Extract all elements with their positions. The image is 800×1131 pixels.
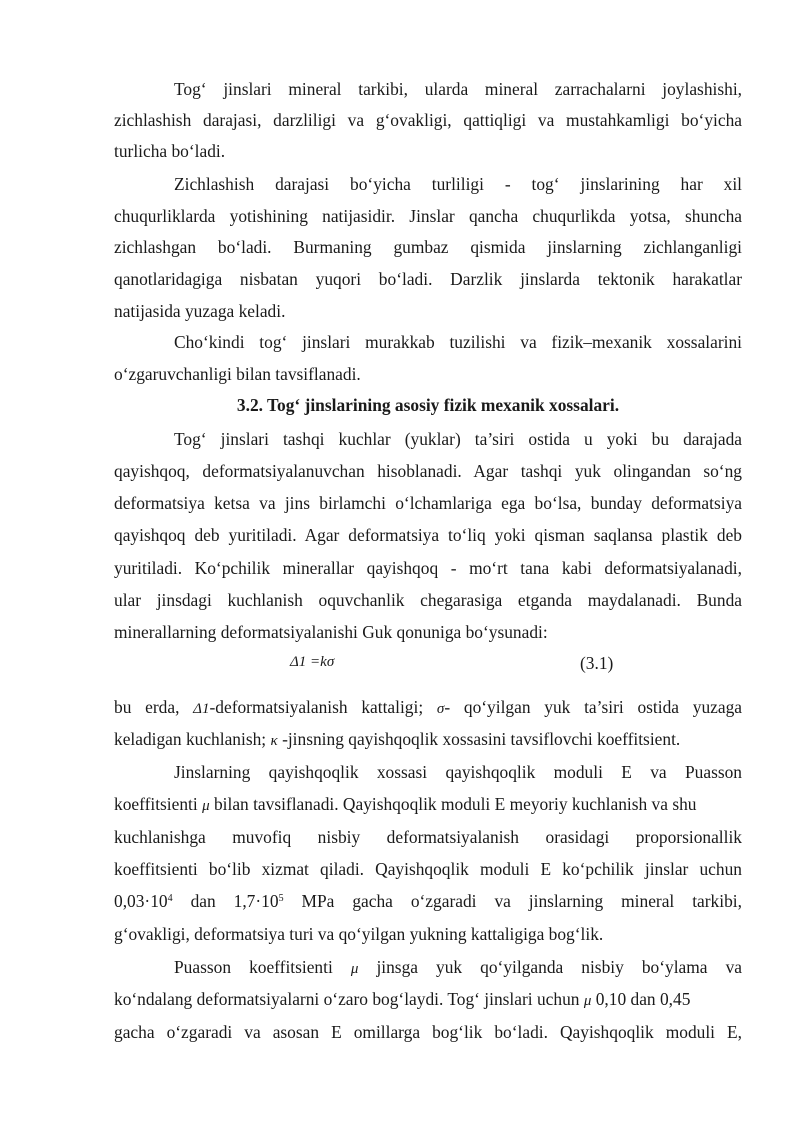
paragraph-line: qanotlaridagiga nisbatan yuqori bo‘ladi. Darzlik jinslarda tektonik harakatlar [114, 269, 742, 289]
paragraph-line: kuchlanishga muvofiq nisbiy deformatsiyalanish orasidagi proporsionallik [114, 827, 742, 847]
paragraph-line: Tog‘ jinslari tashqi kuchlar (yuklar) ta’siri ostida u yoki bu darajada [174, 429, 742, 449]
mu-symbol: μ [583, 993, 592, 1009]
paragraph-line: natijasida yuzaga keladi. [114, 301, 286, 321]
paragraph-line: chuqurliklarda yotishining natijasidir. Jinslar qancha chuqurlikda yotsa, shuncha [114, 206, 742, 226]
formula: Δ1 =kσ [290, 654, 335, 670]
kappa-symbol: κ [270, 733, 278, 749]
paragraph-line: ular jinsdagi kuchlanish oquvchanlik chegarasiga etganda maydalanadi. Bunda [114, 590, 742, 610]
paragraph-line: Jinslarning qayishqoqlik xossasi qayishqoqlik moduli E va Puasson [174, 762, 742, 782]
paragraph-line: qayishqoq, deformatsiyalanuvchan hisoblanadi. Agar tashqi yuk olingandan so‘ng [114, 461, 742, 481]
paragraph-line: gacha o‘zgaradi va asosan E omillarga bog‘lik bo‘ladi. Qayishqoqlik moduli E, [114, 1022, 742, 1042]
paragraph-line: zichlashgan bo‘ladi. Burmaning gumbaz qismida jinslarning zichlanganligi [114, 237, 742, 257]
delta-symbol: Δ1 [193, 701, 210, 717]
paragraph-line: deformatsiya ketsa va jins birlamchi o‘lchamlariga ega bo‘lsa, bunday deformatsiya [114, 493, 742, 513]
paragraph-line: koeffitsienti bo‘lib xizmat qiladi. Qayishqoqlik moduli E ko‘pchilik jinslar uchun [114, 859, 742, 879]
paragraph-line: bu erda, Δ1-deformatsiyalanish kattaligi; σ- qo‘yilgan yuk ta’siri ostida yuzaga [114, 697, 742, 717]
paragraph-line: zichlashish darajasi, darzliligi va g‘ovakligi, qattiqligi va mustahkamligi bo‘yicha [114, 110, 742, 130]
paragraph-line: Cho‘kindi tog‘ jinslari murakkab tuzilishi va fizik–mexanik xossalarini [174, 332, 742, 352]
paragraph-line: o‘zgaruvchanligi bilan tavsiflanadi. [114, 364, 361, 384]
paragraph-line: minerallarning deformatsiyalanishi Guk qonuniga bo‘ysunadi: [114, 622, 548, 642]
paragraph-line: Puasson koeffitsienti μ jinsga yuk qo‘yilganda nisbiy bo‘ylama va [174, 957, 742, 977]
paragraph-line: yuritiladi. Ko‘pchilik minerallar qayishqoq - mo‘rt tana kabi deformatsiyalanadi, [114, 558, 742, 578]
paragraph-line: qayishqoq deb yuritiladi. Agar deformatsiya to‘liq yoki qisman saqlansa plastik deb [114, 525, 742, 545]
sigma-symbol: σ [436, 701, 445, 717]
paragraph-line: Zichlashish darajasi bo‘yicha turliligi - tog‘ jinslarining har xil [174, 174, 742, 194]
section-heading: 3.2. Tog‘ jinslarining asosiy fizik mexanik xossalari. [236, 395, 620, 415]
paragraph-line: $0,03\cdot 10^4$ dan $1,7\cdot 10^5$ MPa gacha o‘zgaradi va jinslarning mineral tarkibi, [114, 891, 742, 911]
paragraph-line: g‘ovakligi, deformatsiya turi va qo‘yilgan yukning kattaligiga bog‘lik. [114, 924, 604, 944]
mu-symbol: μ [350, 961, 359, 977]
mu-symbol: μ [202, 798, 210, 814]
paragraph-line: turlicha bo‘ladi. [114, 141, 226, 161]
equation-number: (3.1) [580, 653, 614, 673]
paragraph-line: Tog‘ jinslari mineral tarkibi, ularda mineral zarrachalarni joylashishi, [174, 79, 742, 99]
paragraph-line: keladigan kuchlanish; κ -jinsning qayishqoqlik xossasini tavsiflovchi koeffitsient. [114, 729, 681, 749]
paragraph-line: koeffitsienti μ bilan tavsiflanadi. Qayishqoqlik moduli E meyoriy kuchlanish va shu [114, 794, 697, 814]
paragraph-line: ko‘ndalang deformatsiyalarni o‘zaro bog‘laydi. Tog‘ jinslari uchun μ 0,10 dan 0,45 [114, 989, 691, 1009]
